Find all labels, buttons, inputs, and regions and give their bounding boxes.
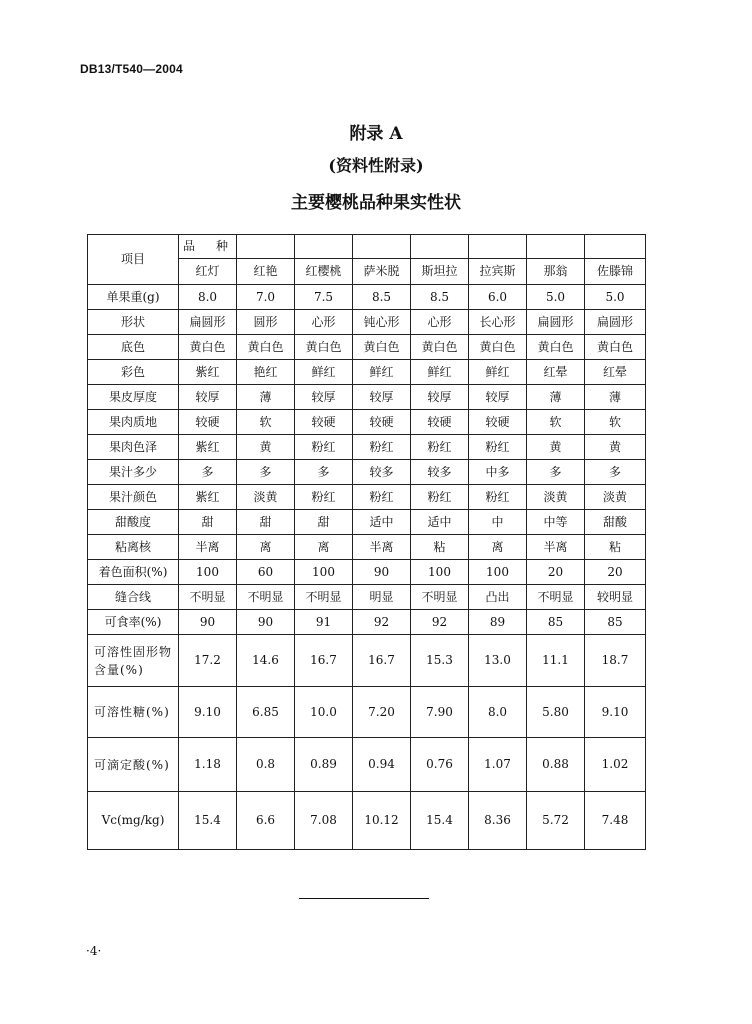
value-cell: 黄白色 <box>353 335 411 360</box>
value-cell: 较硬 <box>179 410 237 435</box>
table-row <box>88 560 646 585</box>
value-cell: 中 <box>469 510 527 535</box>
value-cell: 10.0 <box>295 687 353 738</box>
value-cell: 半离 <box>179 535 237 560</box>
variety-header-cell: 斯坦拉 <box>411 259 469 285</box>
document-code: DB13/T540—2004 <box>80 62 183 76</box>
value-cell: 92 <box>411 610 469 635</box>
empty-header-cell <box>353 235 411 259</box>
row-label-cell: 果肉色泽 <box>88 435 179 460</box>
value-cell: 红晕 <box>585 360 646 385</box>
value-cell: 90 <box>237 610 295 635</box>
value-cell: 1.02 <box>585 738 646 792</box>
value-cell: 20 <box>585 560 646 585</box>
value-cell: 5.72 <box>527 792 585 850</box>
value-cell: 15.4 <box>179 792 237 850</box>
value-cell: 多 <box>237 460 295 485</box>
value-cell: 13.0 <box>469 635 527 687</box>
table-title: 主要樱桃品种果实性状 <box>291 193 461 213</box>
value-cell: 15.3 <box>411 635 469 687</box>
value-cell: 半离 <box>527 535 585 560</box>
value-cell: 扁圆形 <box>527 310 585 335</box>
value-cell: 较厚 <box>411 385 469 410</box>
value-cell: 5.80 <box>527 687 585 738</box>
table-row <box>88 385 646 410</box>
value-cell: 薄 <box>237 385 295 410</box>
value-cell: 较厚 <box>353 385 411 410</box>
corner-breed-label-a: 品 <box>183 239 196 253</box>
corner-item-cell: 项目 <box>88 235 179 285</box>
value-cell: 粉红 <box>411 485 469 510</box>
value-cell: 长心形 <box>469 310 527 335</box>
table-row <box>88 687 646 738</box>
value-cell: 92 <box>353 610 411 635</box>
row-label-cell: 彩色 <box>88 360 179 385</box>
value-cell: 艳红 <box>237 360 295 385</box>
value-cell: 100 <box>469 560 527 585</box>
corner-breed-label-b: 种 <box>215 239 228 253</box>
value-cell: 中等 <box>527 510 585 535</box>
value-cell: 粉红 <box>353 485 411 510</box>
row-label-cell: Vc(mg/kg) <box>88 792 179 850</box>
value-cell: 黄白色 <box>469 335 527 360</box>
value-cell: 粉红 <box>295 485 353 510</box>
page-number: ·4· <box>86 944 102 958</box>
value-cell: 60 <box>237 560 295 585</box>
row-label-cell: 果汁多少 <box>88 460 179 485</box>
table-row <box>88 285 646 310</box>
value-cell: 薄 <box>585 385 646 410</box>
value-cell: 7.08 <box>295 792 353 850</box>
value-cell: 100 <box>295 560 353 585</box>
empty-header-cell <box>295 235 353 259</box>
value-cell: 14.6 <box>237 635 295 687</box>
value-cell: 黄白色 <box>237 335 295 360</box>
value-cell: 5.0 <box>585 285 646 310</box>
table-row <box>88 435 646 460</box>
value-cell: 中多 <box>469 460 527 485</box>
value-cell: 90 <box>179 610 237 635</box>
table-row <box>88 792 646 850</box>
value-cell: 16.7 <box>295 635 353 687</box>
value-cell: 8.36 <box>469 792 527 850</box>
value-cell: 6.0 <box>469 285 527 310</box>
value-cell: 甜 <box>295 510 353 535</box>
value-cell: 多 <box>527 460 585 485</box>
value-cell: 较硬 <box>469 410 527 435</box>
value-cell: 粘 <box>411 535 469 560</box>
table-row <box>88 610 646 635</box>
variety-header-cell: 那翁 <box>527 259 585 285</box>
value-cell: 0.94 <box>353 738 411 792</box>
value-cell: 红晕 <box>527 360 585 385</box>
value-cell: 7.0 <box>237 285 295 310</box>
variety-header-cell: 萨米脱 <box>353 259 411 285</box>
variety-header-cell: 拉宾斯 <box>469 259 527 285</box>
value-cell: 1.18 <box>179 738 237 792</box>
value-cell: 粉红 <box>353 435 411 460</box>
table-row <box>88 585 646 610</box>
value-cell: 0.76 <box>411 738 469 792</box>
value-cell: 8.0 <box>469 687 527 738</box>
value-cell: 甜 <box>179 510 237 535</box>
value-cell: 适中 <box>353 510 411 535</box>
table-row <box>88 335 646 360</box>
value-cell: 黄 <box>527 435 585 460</box>
value-cell: 不明显 <box>237 585 295 610</box>
value-cell: 离 <box>469 535 527 560</box>
value-cell: 黄白色 <box>411 335 469 360</box>
value-cell: 钝心形 <box>353 310 411 335</box>
value-cell: 17.2 <box>179 635 237 687</box>
value-cell: 较硬 <box>295 410 353 435</box>
value-cell: 100 <box>179 560 237 585</box>
empty-header-cell <box>527 235 585 259</box>
value-cell: 甜酸 <box>585 510 646 535</box>
row-label-cell: 着色面积(%) <box>88 560 179 585</box>
value-cell: 扁圆形 <box>585 310 646 335</box>
value-cell: 黄白色 <box>585 335 646 360</box>
value-cell: 较多 <box>353 460 411 485</box>
row-label-cell: 果汁颜色 <box>88 485 179 510</box>
empty-header-cell <box>237 235 295 259</box>
table-row <box>88 510 646 535</box>
value-cell: 100 <box>411 560 469 585</box>
cherry-variety-table <box>87 234 646 850</box>
value-cell: 粉红 <box>469 435 527 460</box>
value-cell: 软 <box>237 410 295 435</box>
value-cell: 7.90 <box>411 687 469 738</box>
value-cell: 89 <box>469 610 527 635</box>
table-row <box>88 535 646 560</box>
value-cell: 甜 <box>237 510 295 535</box>
value-cell: 淡黄 <box>585 485 646 510</box>
value-cell: 粉红 <box>411 435 469 460</box>
value-cell: 6.85 <box>237 687 295 738</box>
value-cell: 鲜红 <box>411 360 469 385</box>
value-cell: 9.10 <box>179 687 237 738</box>
value-cell: 18.7 <box>585 635 646 687</box>
value-cell: 7.48 <box>585 792 646 850</box>
value-cell: 扁圆形 <box>179 310 237 335</box>
empty-header-cell <box>469 235 527 259</box>
value-cell: 多 <box>585 460 646 485</box>
row-label-cell: 粘离核 <box>88 535 179 560</box>
row-label-cell: 缝合线 <box>88 585 179 610</box>
value-cell: 6.6 <box>237 792 295 850</box>
value-cell: 较厚 <box>179 385 237 410</box>
table-row <box>88 485 646 510</box>
table-row <box>88 410 646 435</box>
appendix-title: 附录 A <box>349 124 403 144</box>
value-cell: 心形 <box>295 310 353 335</box>
value-cell: 薄 <box>527 385 585 410</box>
value-cell: 0.88 <box>527 738 585 792</box>
empty-header-cell <box>411 235 469 259</box>
value-cell: 软 <box>527 410 585 435</box>
value-cell: 91 <box>295 610 353 635</box>
table-header-row-top <box>88 235 646 259</box>
corner-breed-cell <box>179 235 237 259</box>
value-cell: 20 <box>527 560 585 585</box>
value-cell: 0.89 <box>295 738 353 792</box>
value-cell: 黄 <box>585 435 646 460</box>
value-cell: 较厚 <box>469 385 527 410</box>
variety-header-cell: 红灯 <box>179 259 237 285</box>
value-cell: 紫红 <box>179 360 237 385</box>
appendix-type: (资料性附录) <box>328 156 424 175</box>
value-cell: 0.8 <box>237 738 295 792</box>
value-cell: 10.12 <box>353 792 411 850</box>
row-label-cell: 底色 <box>88 335 179 360</box>
table-row <box>88 738 646 792</box>
value-cell: 90 <box>353 560 411 585</box>
value-cell: 9.10 <box>585 687 646 738</box>
value-cell: 黄白色 <box>179 335 237 360</box>
table-row <box>88 310 646 335</box>
value-cell: 圆形 <box>237 310 295 335</box>
value-cell: 鲜红 <box>353 360 411 385</box>
value-cell: 多 <box>295 460 353 485</box>
end-rule-line <box>299 898 429 899</box>
value-cell: 淡黄 <box>237 485 295 510</box>
value-cell: 1.07 <box>469 738 527 792</box>
value-cell: 8.5 <box>353 285 411 310</box>
value-cell: 8.0 <box>179 285 237 310</box>
row-label-cell: 形状 <box>88 310 179 335</box>
value-cell: 凸出 <box>469 585 527 610</box>
value-cell: 16.7 <box>353 635 411 687</box>
value-cell: 紫红 <box>179 485 237 510</box>
value-cell: 85 <box>585 610 646 635</box>
value-cell: 紫红 <box>179 435 237 460</box>
value-cell: 明显 <box>353 585 411 610</box>
row-label-cell: 果皮厚度 <box>88 385 179 410</box>
value-cell: 鲜红 <box>295 360 353 385</box>
value-cell: 较硬 <box>411 410 469 435</box>
value-cell: 15.4 <box>411 792 469 850</box>
value-cell: 不明显 <box>411 585 469 610</box>
value-cell: 不明显 <box>295 585 353 610</box>
row-label-cell: 可溶性固形物含量(%) <box>88 635 179 687</box>
table-row <box>88 360 646 385</box>
empty-header-cell <box>585 235 646 259</box>
row-label-cell: 果肉质地 <box>88 410 179 435</box>
table-row <box>88 635 646 687</box>
row-label-cell: 可溶性糖(%) <box>88 687 179 738</box>
row-label-cell: 可食率(%) <box>88 610 179 635</box>
value-cell: 较厚 <box>295 385 353 410</box>
value-cell: 较明显 <box>585 585 646 610</box>
value-cell: 适中 <box>411 510 469 535</box>
value-cell: 黄 <box>237 435 295 460</box>
row-label-cell: 甜酸度 <box>88 510 179 535</box>
value-cell: 85 <box>527 610 585 635</box>
value-cell: 8.5 <box>411 285 469 310</box>
row-label-cell: 可滴定酸(%) <box>88 738 179 792</box>
value-cell: 半离 <box>353 535 411 560</box>
variety-header-cell: 佐滕锦 <box>585 259 646 285</box>
row-label-cell: 单果重(g) <box>88 285 179 310</box>
variety-header-cell: 红艳 <box>237 259 295 285</box>
value-cell: 7.20 <box>353 687 411 738</box>
variety-header-cell: 红樱桃 <box>295 259 353 285</box>
value-cell: 粉红 <box>295 435 353 460</box>
table-row <box>88 460 646 485</box>
value-cell: 较多 <box>411 460 469 485</box>
value-cell: 5.0 <box>527 285 585 310</box>
value-cell: 多 <box>179 460 237 485</box>
value-cell: 黄白色 <box>527 335 585 360</box>
value-cell: 粉红 <box>469 485 527 510</box>
value-cell: 较硬 <box>353 410 411 435</box>
value-cell: 软 <box>585 410 646 435</box>
value-cell: 淡黄 <box>527 485 585 510</box>
value-cell: 黄白色 <box>295 335 353 360</box>
value-cell: 鲜红 <box>469 360 527 385</box>
value-cell: 不明显 <box>179 585 237 610</box>
value-cell: 离 <box>295 535 353 560</box>
value-cell: 粘 <box>585 535 646 560</box>
value-cell: 7.5 <box>295 285 353 310</box>
value-cell: 离 <box>237 535 295 560</box>
value-cell: 11.1 <box>527 635 585 687</box>
value-cell: 不明显 <box>527 585 585 610</box>
value-cell: 心形 <box>411 310 469 335</box>
